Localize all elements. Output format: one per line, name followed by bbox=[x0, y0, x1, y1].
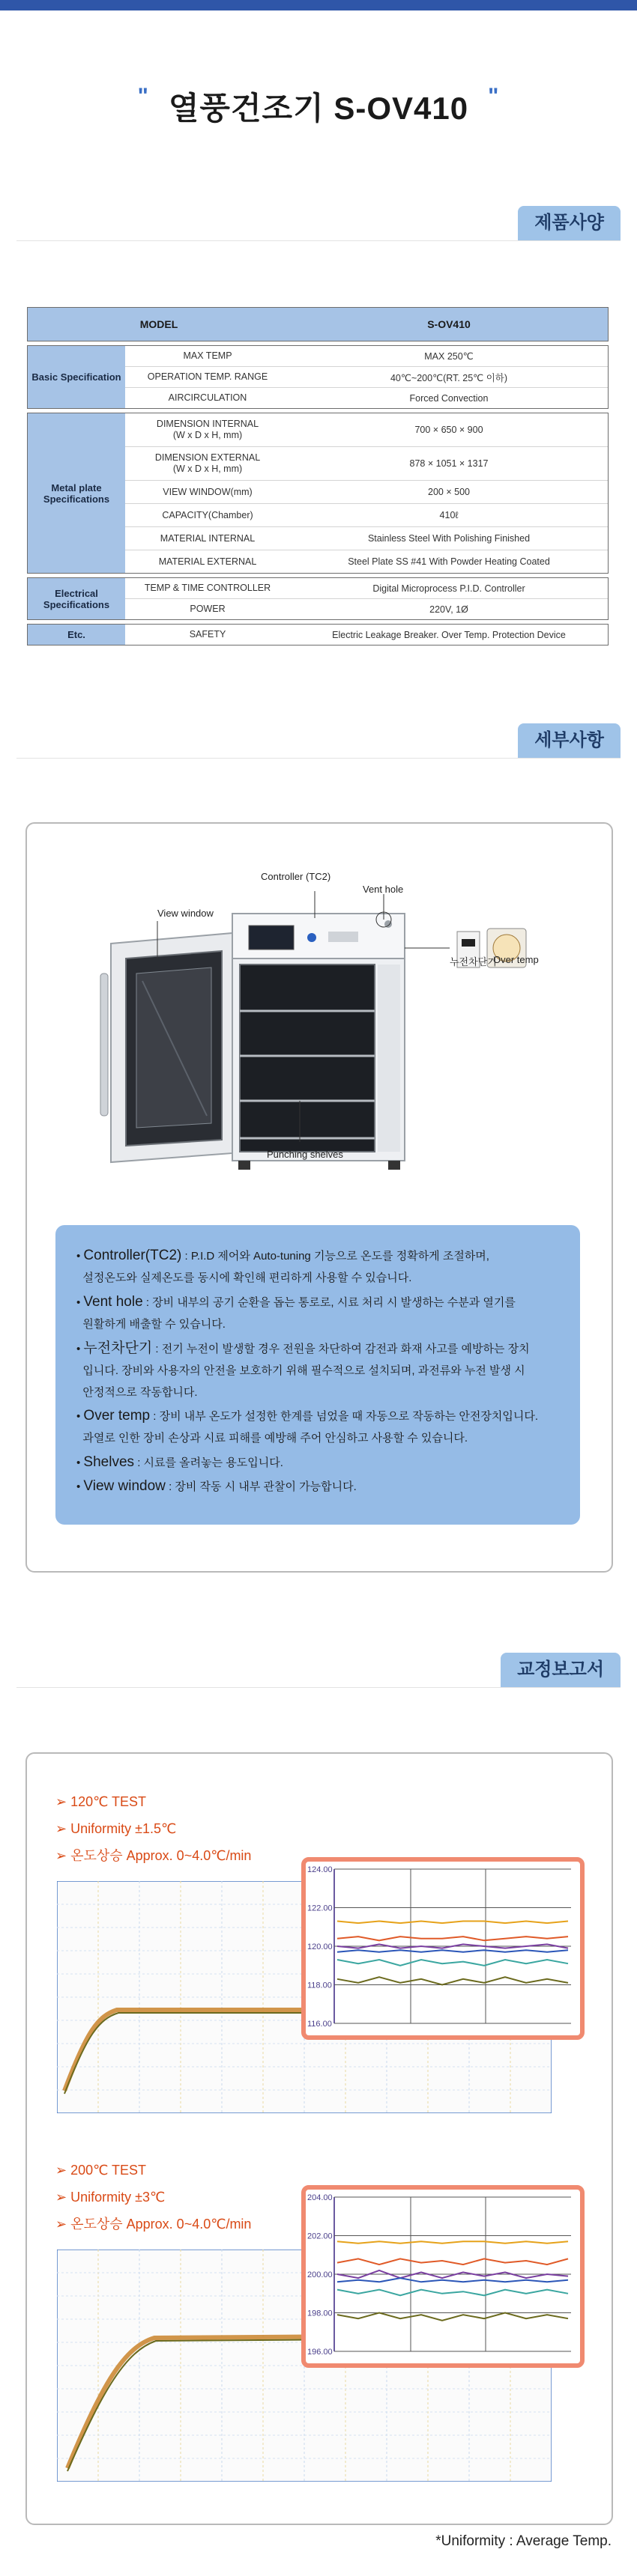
series-line-ch4 bbox=[337, 2278, 568, 2282]
bullet-desc: : 장비 작동 시 내부 관찰이 가능합니다. bbox=[165, 1480, 357, 1493]
spec-key: SAFETY bbox=[189, 629, 226, 640]
callout-punching-shelves: Punching shelves bbox=[267, 1149, 343, 1160]
spec-category: Metal plate Specifications bbox=[28, 413, 125, 573]
table-row bbox=[125, 625, 608, 645]
bullet-vent-hole: • Vent hole : 장비 내부의 공기 순환을 돕는 통로로, 시료 처리 시 발생하는 수분과 열기를 원활하게 배출할 수 있습니다. bbox=[76, 1294, 516, 1331]
callout-view-window: View window bbox=[157, 908, 214, 919]
table-row bbox=[125, 447, 608, 481]
oven-body bbox=[232, 914, 405, 1170]
bullet-term: 누전차단기 bbox=[83, 1340, 153, 1356]
spec-key: MATERIAL INTERNAL bbox=[160, 532, 256, 544]
bullet-controller: • Controller(TC2) : P.I.D 제어와 Auto-tuning 기능으로 온도를 정확하게 조절하며, 설정온도와 실제온도를 동시에 확인해 편리하게 사용할 수 있습니다. bbox=[76, 1248, 489, 1284]
y-tick-label: 196.00 bbox=[307, 2348, 333, 2357]
bullet-term: Vent hole bbox=[83, 1294, 143, 1310]
test2-labels: ➢ 200℃ TEST ➢ Uniformity ±3℃ ➢ 온도상승 Approx. 0~4.0℃/min bbox=[55, 2163, 252, 2232]
series-line-ch6 bbox=[337, 1977, 568, 1984]
series-line-ch5 bbox=[337, 2290, 568, 2296]
y-tick-label: 122.00 bbox=[307, 1904, 333, 1913]
bullet-desc: : P.I.D 제어와 Auto-tuning 기능으로 온도를 정확하게 조절하며, bbox=[181, 1250, 489, 1263]
spec-group-electrical bbox=[27, 577, 609, 620]
series-line-ch6 bbox=[337, 2313, 568, 2321]
model-label: MODEL bbox=[139, 318, 178, 330]
test1-labels: ➢ 120℃ TEST ➢ Uniformity ±1.5℃ ➢ 온도상승 Approx. 0~4.0℃/min bbox=[55, 1794, 252, 1863]
test-rate: 온도상승 Approx. 0~4.0℃/min bbox=[70, 1848, 252, 1863]
test-title: 200℃ TEST bbox=[70, 2163, 147, 2178]
title-quote-right: " bbox=[488, 84, 500, 109]
series-line-ch5 bbox=[337, 1960, 568, 1966]
spec-key: TEMP & TIME CONTROLLER bbox=[144, 583, 271, 593]
y-tick-label: 124.00 bbox=[307, 1865, 333, 1874]
bullet-over-temp: • Over temp : 장비 내부 온도가 설정한 한계를 넘었을 때 자동으로 작동하는 안전장치입니다. 과열로 인한 장비 손상과 시료 피해를 예방해 주어 안심하고 사용할 수 있습니다. bbox=[76, 1408, 538, 1445]
table-row bbox=[125, 388, 608, 408]
zoom-chart-120-frame bbox=[301, 1857, 585, 2040]
bullet-term: View window bbox=[83, 1478, 166, 1494]
table-row bbox=[125, 481, 608, 504]
spec-key: AIRCIRCULATION bbox=[168, 392, 247, 403]
oven-door bbox=[100, 933, 232, 1162]
spec-group-etc bbox=[27, 624, 609, 645]
spec-table bbox=[27, 307, 609, 649]
series-line-ch3 bbox=[337, 1944, 568, 1948]
spec-key: MAX TEMP bbox=[183, 350, 232, 361]
y-tick-label: 118.00 bbox=[307, 1981, 332, 1990]
spec-value: Stainless Steel With Polishing Finished bbox=[367, 533, 531, 544]
y-tick-label: 200.00 bbox=[307, 2270, 333, 2279]
spec-table-header bbox=[27, 307, 609, 341]
bullet-shelves: • Shelves : 시료를 올려놓는 용도입니다. bbox=[76, 1454, 283, 1470]
model-value: S-OV410 bbox=[427, 318, 471, 330]
spec-group-metal bbox=[27, 413, 609, 574]
spec-value: 700 × 650 × 900 bbox=[414, 425, 483, 435]
table-row bbox=[125, 367, 608, 388]
spec-value: Forced Convection bbox=[409, 392, 489, 404]
series-line-ch1 bbox=[337, 2241, 568, 2244]
section-divider bbox=[16, 1687, 621, 1688]
table-row bbox=[125, 527, 608, 550]
section-tab-spec: 제품사양 bbox=[518, 206, 621, 240]
test-uniformity: Uniformity ±3℃ bbox=[70, 2190, 166, 2205]
bullet-desc: : 장비 내부의 공기 순환을 돕는 통로로, 시료 처리 시 발생하는 수분과 열기를 bbox=[142, 1296, 516, 1309]
page-title bbox=[0, 84, 637, 129]
bullet-view-window: • View window : 장비 작동 시 내부 관찰이 가능합니다. bbox=[76, 1478, 357, 1494]
series-line-ch2 bbox=[337, 2258, 568, 2264]
bullet-desc: 안정적으로 작동합니다. bbox=[82, 1386, 198, 1399]
section-tab-detail: 세부사항 bbox=[518, 723, 621, 758]
callout-over-temp: Over temp bbox=[493, 954, 539, 965]
spec-key: CAPACITY(Chamber) bbox=[162, 509, 253, 520]
spec-key: DIMENSION INTERNAL (W x D x H, mm) bbox=[156, 419, 259, 440]
bullet-desc: 원활하게 배출할 수 있습니다. bbox=[82, 1318, 226, 1331]
feature-description-box bbox=[55, 1225, 580, 1525]
section-divider bbox=[16, 240, 621, 241]
table-row bbox=[125, 413, 608, 447]
callout-breaker: 누전차단기 bbox=[450, 956, 497, 967]
spec-value: Electric Leakage Breaker. Over Temp. Protection Device bbox=[332, 629, 566, 640]
spec-value: 878 × 1051 × 1317 bbox=[409, 458, 489, 469]
bullet-desc: 설정온도와 실제온도를 동시에 확인해 편리하게 사용할 수 있습니다. bbox=[82, 1272, 412, 1284]
spec-group-basic bbox=[27, 345, 609, 409]
table-row bbox=[125, 578, 608, 599]
bullet-breaker: • 누전차단기 : 전기 누전이 발생할 경우 전원을 차단하여 감전과 화재 사고를 예방하는 장치 입니다. 장비와 사용자의 안전을 보호하기 위해 필수적으로 설치되며, 과전류와 누전 발생 시 안정적으로 작동합니다. bbox=[76, 1340, 530, 1399]
test-rate: 온도상승 Approx. 0~4.0℃/min bbox=[70, 2217, 252, 2232]
spec-key: MATERIAL EXTERNAL bbox=[158, 556, 257, 567]
y-tick-label: 120.00 bbox=[307, 1942, 333, 1951]
series-line-ch4 bbox=[337, 1950, 568, 1952]
title-text: 열풍건조기 S-OV410 bbox=[168, 91, 469, 126]
bullet-term: Shelves bbox=[83, 1454, 135, 1470]
bullet-desc: : 장비 내부 온도가 설정한 한계를 넘었을 때 자동으로 작동하는 안전장치입니다. bbox=[150, 1410, 538, 1423]
bullet-term: Controller(TC2) bbox=[83, 1248, 182, 1263]
footnote: *Uniformity : Average Temp. bbox=[435, 2533, 612, 2549]
spec-key: DIMENSION EXTERNAL (W x D x H, mm) bbox=[154, 452, 261, 474]
y-tick-label: 202.00 bbox=[307, 2232, 333, 2241]
spec-value: MAX 250℃ bbox=[424, 351, 474, 362]
bullet-desc: 입니다. 장비와 사용자의 안전을 보호하기 위해 필수적으로 설치되며, 과전류와 누전 발생 시 bbox=[82, 1364, 525, 1377]
section-tab-calibration: 교정보고서 bbox=[501, 1653, 621, 1687]
table-row bbox=[125, 550, 608, 573]
zoom-chart-200-frame bbox=[301, 2185, 585, 2368]
bullet-desc: 과열로 인한 장비 손상과 시료 피해를 예방해 주어 안심하고 사용할 수 있습니다. bbox=[82, 1432, 468, 1445]
table-row bbox=[125, 504, 608, 527]
table-row bbox=[125, 346, 608, 367]
bullet-desc: : 전기 누전이 발생할 경우 전원을 차단하여 감전과 화재 사고를 예방하는 장치 bbox=[152, 1343, 530, 1355]
callout-controller: Controller (TC2) bbox=[261, 871, 331, 882]
test-uniformity: Uniformity ±1.5℃ bbox=[70, 1821, 177, 1836]
spec-value: 220V, 1Ø bbox=[429, 604, 468, 615]
spec-key: POWER bbox=[190, 604, 226, 614]
test-title: 120℃ TEST bbox=[70, 1794, 147, 1809]
series-line-ch1 bbox=[337, 1922, 568, 1924]
spec-value: Digital Microprocess P.I.D. Controller bbox=[372, 583, 525, 594]
spec-value: 40℃~200℃(RT. 25℃ 이하) bbox=[390, 372, 508, 383]
spec-key: OPERATION TEMP. RANGE bbox=[147, 371, 268, 382]
title-quote-left: " bbox=[137, 84, 149, 109]
top-accent-bar bbox=[0, 0, 637, 10]
table-row bbox=[125, 599, 608, 619]
callout-vent-hole: Vent hole bbox=[363, 884, 404, 895]
section-divider bbox=[16, 758, 621, 759]
y-tick-label: 198.00 bbox=[307, 2309, 333, 2318]
zoom-chart-120 bbox=[306, 1862, 580, 2035]
spec-category: Electrical Specifications bbox=[28, 578, 125, 619]
bullet-desc: : 시료를 올려놓는 용도입니다. bbox=[134, 1456, 283, 1469]
series-line-ch2 bbox=[337, 1936, 568, 1940]
bullet-term: Over temp bbox=[83, 1408, 151, 1424]
spec-value: Steel Plate SS #41 With Powder Heating Coated bbox=[348, 556, 550, 567]
y-tick-label: 204.00 bbox=[307, 2193, 333, 2202]
spec-key: VIEW WINDOW(mm) bbox=[163, 486, 253, 497]
zoom-chart-200 bbox=[306, 2190, 580, 2363]
y-tick-label: 116.00 bbox=[307, 2020, 332, 2029]
spec-value: 410ℓ bbox=[439, 510, 459, 520]
spec-category: Basic Specification bbox=[28, 346, 125, 408]
spec-value: 200 × 500 bbox=[428, 487, 470, 497]
spec-category: Etc. bbox=[28, 625, 125, 645]
